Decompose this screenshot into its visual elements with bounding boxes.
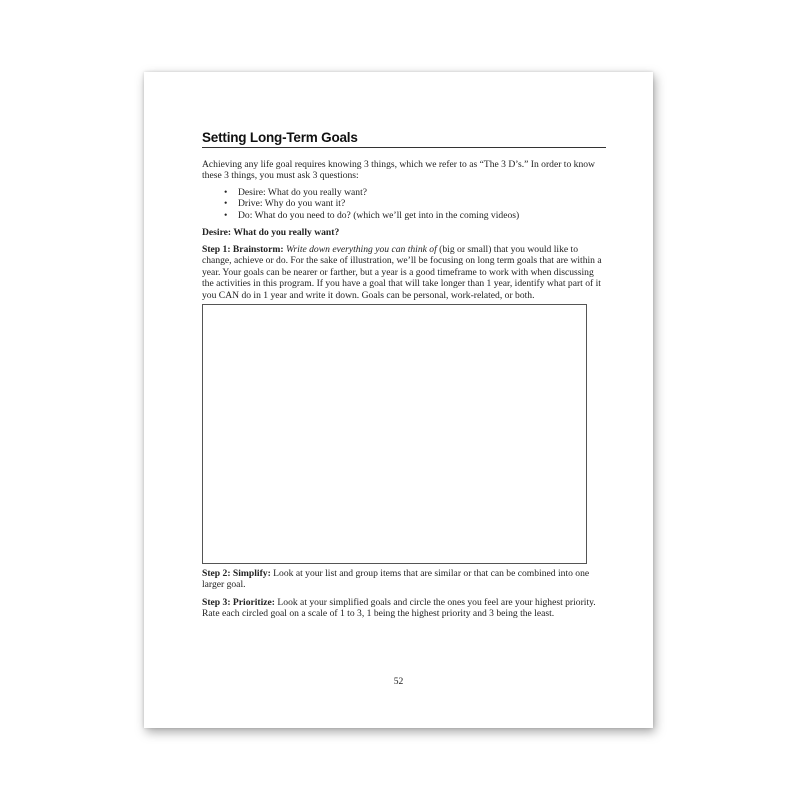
brainstorm-writing-box[interactable] xyxy=(202,304,587,564)
step2-label: Step 2: Simplify: xyxy=(202,568,271,580)
list-item-drive: • Drive: Why do you want it? xyxy=(224,198,606,210)
list-item-desire: • Desire: What do you really want? xyxy=(224,187,606,199)
page-content xyxy=(202,130,606,620)
step3-label: Step 3: Prioritize: xyxy=(202,596,275,608)
step1-paragraph xyxy=(202,244,606,301)
step3-text: Look at your simplified goals and circle the ones you feel are your highest priority. Rate each circled goal on a scale of 1 to 3, 1 being the highest priority and 3 being the least. xyxy=(202,596,596,620)
page-number: 52 xyxy=(393,676,404,687)
step2-paragraph xyxy=(202,568,606,591)
document-page xyxy=(144,72,653,728)
questions-list xyxy=(202,187,606,222)
step3-paragraph xyxy=(202,597,606,620)
intro-paragraph: Achieving any life goal requires knowing 3 things, which we refer to as “The 3 D’s.” In order to know these 3 things, you must ask 3 questions: xyxy=(202,159,595,182)
step1-label: Step 1: Brainstorm: xyxy=(202,244,284,255)
step1-italic-text: Write down everything you can think of xyxy=(285,244,437,255)
page-title: Setting Long-Term Goals xyxy=(202,130,606,148)
step1-text: (big or small) that you would like to change, achieve or do. For the sake of illustration, we’ll be focusing on long term goals that are within a year. Your goals can be nearer or farther, but a year is a good timeframe to work with when discussing the activities in this program. If you have a goal that will take longer than 1 year, identify what part of it you CAN do in 1 year and write it down. Goals can be personal, work-related, or both. xyxy=(202,244,602,301)
list-item-do: • Do: What do you need to do? (which we’ll get into in the coming videos) xyxy=(224,210,606,222)
step2-text: Look at your list and group items that are similar or that can be combined into one larger goal. xyxy=(202,568,590,591)
desire-heading: Desire: What do you really want? xyxy=(202,226,340,238)
